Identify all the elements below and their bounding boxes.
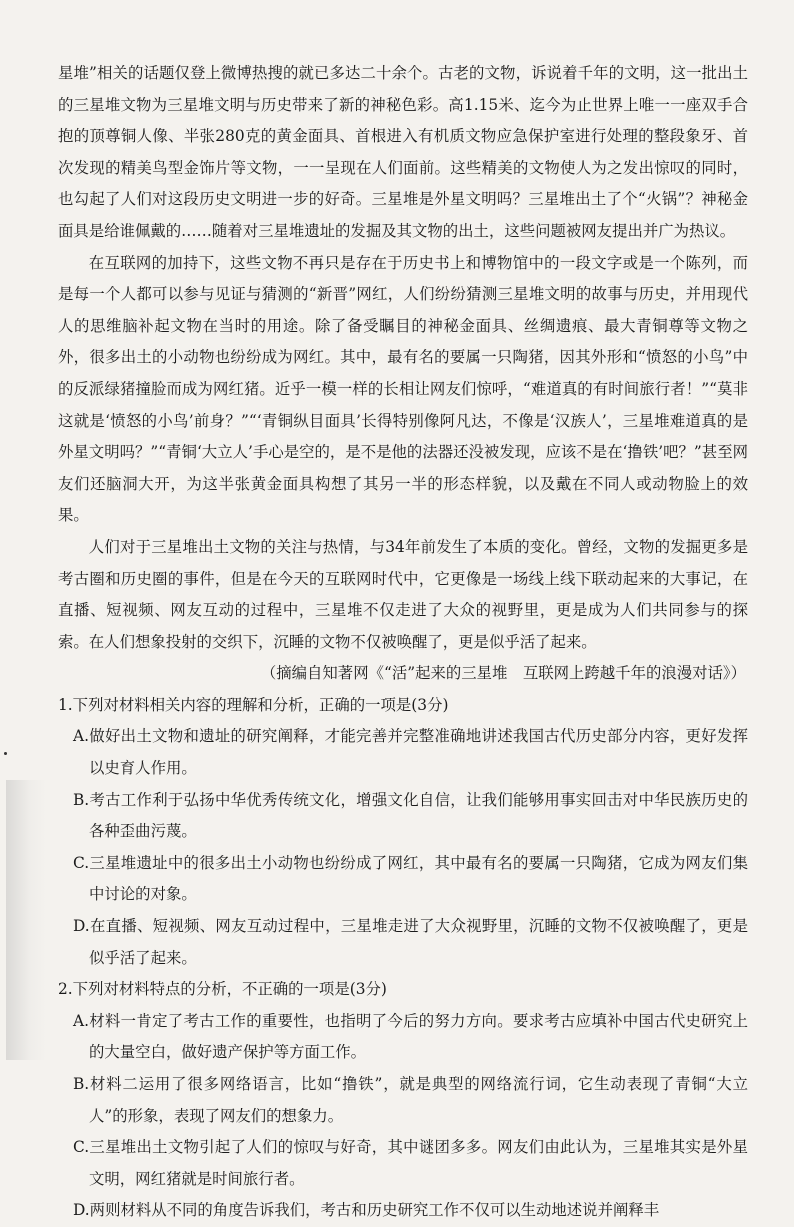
- question-1-option-d: D.在直播、短视频、网友互动过程中，三星堆走进了大众视野里，沉睡的文物不仅被唤醒了，更是似乎活了起来。: [73, 917, 748, 967]
- question-2-option-c: C.三星堆出土文物引起了人们的惊叹与好奇，其中谜团多多。网友们由此认为，三星堆其实是外星文明，网红猪就是时间旅行者。: [73, 1138, 748, 1188]
- passage-paragraph-2: 在互联网的加持下，这些文物不再只是存在于历史书上和博物馆中的一段文字或是一个陈列，而是每一个人都可以参与见证与猜测的“新晋”网红，人们纷纷猜测三星堆文明的故事与历史，并用现代人的思维脑补起文物在当时的用途。除了备受瞩目的神秘金面具、丝绸遗痕、最大青铜尊等文物之外，很多出土的小动物也纷纷成为网红。其中，最有名的要属一只陶猪，因其外形和“愤怒的小鸟”中的反派绿猪撞脸而成为网红猪。近乎一模一样的长相让网友们惊呼，“难道真的有时间旅行者！”“莫非这就是‘愤怒的小鸟’前身？”“‘青铜纵目面具’长得特别像阿凡达，不像是‘汉族人’，三星堆难道真的是外星文明吗？”“青铜‘大立人’手心是空的，是不是他的法器还没被发现，应该不是在‘撸铁’吧？”甚至网友们还脑洞大开，为这半张黄金面具构想了其另一半的形态样貌，以及戴在不同人或动物脸上的效果。: [58, 253, 748, 525]
- passage-paragraph-1: 星堆”相关的话题仅登上微博热搜的就已多达二十余个。古老的文物，诉说着千年的文明，这一批出土的三星堆文物为三星堆文明与历史带来了新的神秘色彩。高1.15米、迄今为止世界上唯一一座双手合抱的顶尊铜人像、半张280克的黄金面具、首根进入有机质文物应急保护室进行处理的整段象牙、首次发现的精美鸟型金饰片等文物，一一呈现在人们面前。这些精美的文物使人为之发出惊叹的同时，也勾起了人们对这段历史文明进一步的好奇。三星堆是外星文明吗？三星堆出土了个“火锅”？神秘金面具是给谁佩戴的……随着对三星堆遗址的发掘及其文物的出土，这些问题被网友提出并广为热议。: [58, 64, 748, 240]
- question-2-option-a: A.材料一肯定了考古工作的重要性，也指明了今后的努力方向。要求考古应填补中国古代史研究上的大量空白，做好遗产保护等方面工作。: [73, 1011, 748, 1062]
- question-1-option-c: C.三星堆遗址中的很多出土小动物也纷纷成了网红，其中最有名的要属一只陶猪，它成为网友们集中讨论的对象。: [73, 853, 748, 904]
- question-1-stem: 1.下列对材料相关内容的理解和分析，正确的一项是(3分): [58, 695, 449, 714]
- binding-mark: [4, 752, 7, 755]
- question-1-option-a: A.做好出土文物和遗址的研究阐释，才能完善并完整准确地讲述我国古代历史部分内容，更好发挥以史育人作用。: [73, 727, 748, 778]
- scan-shadow: [6, 780, 46, 1060]
- passage-source: （摘编自知著网《“活”起来的三星堆 互联网上跨越千年的浪漫对话》）: [260, 664, 746, 683]
- question-1-option-b: B.考古工作利于弘扬中华优秀传统文化，增强文化自信，让我们能够用事实回击对中华民族历史的各种歪曲污蔑。: [73, 790, 748, 841]
- question-2-stem: 2.下列对材料特点的分析，不正确的一项是(3分): [58, 980, 387, 999]
- reading-passage: [58, 58, 748, 1227]
- passage-paragraph-3: 人们对于三星堆出土文物的关注与热情，与34年前发生了本质的变化。曾经，文物的发掘更多是考古圈和历史圈的事件，但是在今天的互联网时代中，它更像是一场线上线下联动起来的大事记，在直播、短视频、网友互动的过程中，三星堆不仅走进了大众的视野里，更是成为人们共同参与的探索。在人们想象投射的交织下，沉睡的文物不仅被唤醒了，更是似乎活了起来。: [58, 537, 748, 651]
- question-2-option-d: D.两则材料从不同的角度告诉我们，考古和历史研究工作不仅可以生动地述说并阐释丰: [73, 1201, 660, 1220]
- question-2-option-b: B.材料二运用了很多网络语言，比如“撸铁”，就是典型的网络流行词，它生动表现了青铜“大立人”的形象，表现了网友们的想象力。: [73, 1075, 748, 1125]
